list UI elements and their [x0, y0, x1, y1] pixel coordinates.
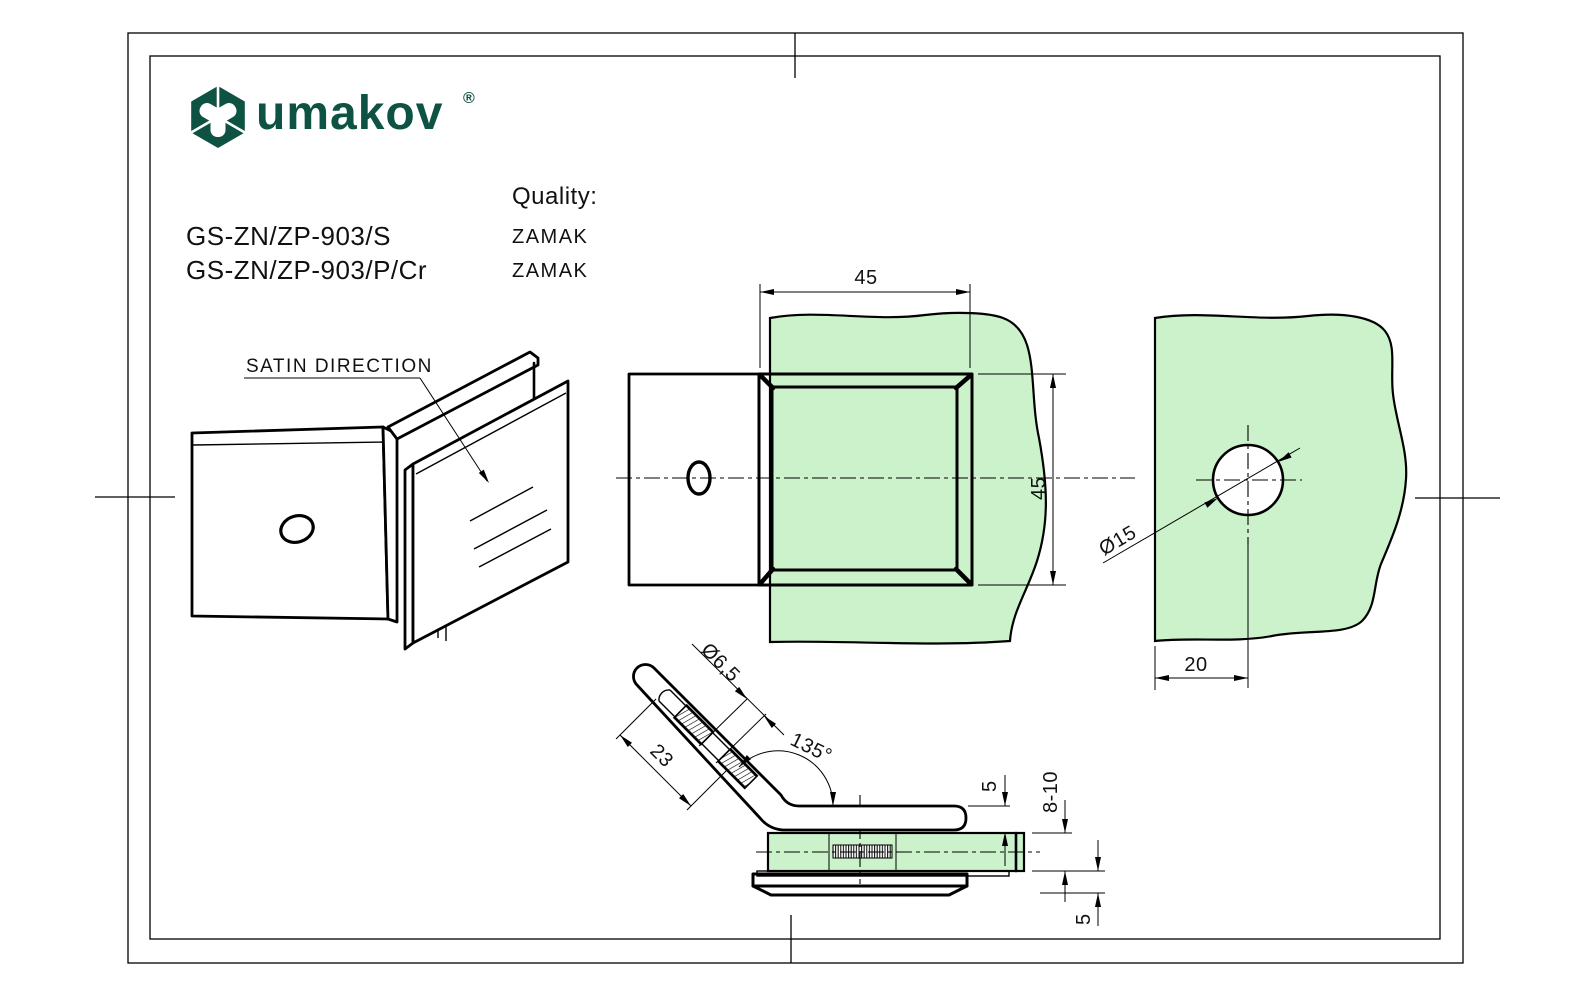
svg-text:Ø6,5: Ø6,5 [696, 638, 745, 687]
svg-text:5: 5 [1073, 913, 1095, 925]
svg-text:20: 20 [1184, 654, 1208, 676]
product-code: GS-ZN/ZP-903/P/Cr [186, 255, 428, 285]
product-quality: ZAMAK [512, 226, 589, 248]
front-view [616, 267, 1135, 643]
brand-wordmark: umakov [256, 87, 444, 140]
svg-text:Ø15: Ø15 [1095, 521, 1141, 561]
dim-glass-thickness [1032, 771, 1105, 902]
section-view [616, 639, 1105, 926]
svg-text:45: 45 [854, 267, 878, 289]
registered-mark: ® [463, 90, 475, 107]
svg-text:8-10: 8-10 [1040, 770, 1062, 813]
side-view [1095, 315, 1406, 690]
product-quality: ZAMAK [512, 260, 589, 282]
svg-text:135°: 135° [786, 728, 836, 768]
satin-direction-label: SATIN DIRECTION [246, 356, 433, 377]
svg-text:45: 45 [1028, 476, 1050, 500]
dim-hole-offset [1155, 646, 1248, 690]
product-code: GS-ZN/ZP-903/S [186, 221, 391, 251]
isometric-view [192, 352, 568, 649]
dim-bottom-plate [1040, 840, 1105, 926]
svg-text:23: 23 [645, 739, 678, 772]
quality-label: Quality: [512, 183, 598, 210]
svg-text:5: 5 [979, 780, 1001, 792]
